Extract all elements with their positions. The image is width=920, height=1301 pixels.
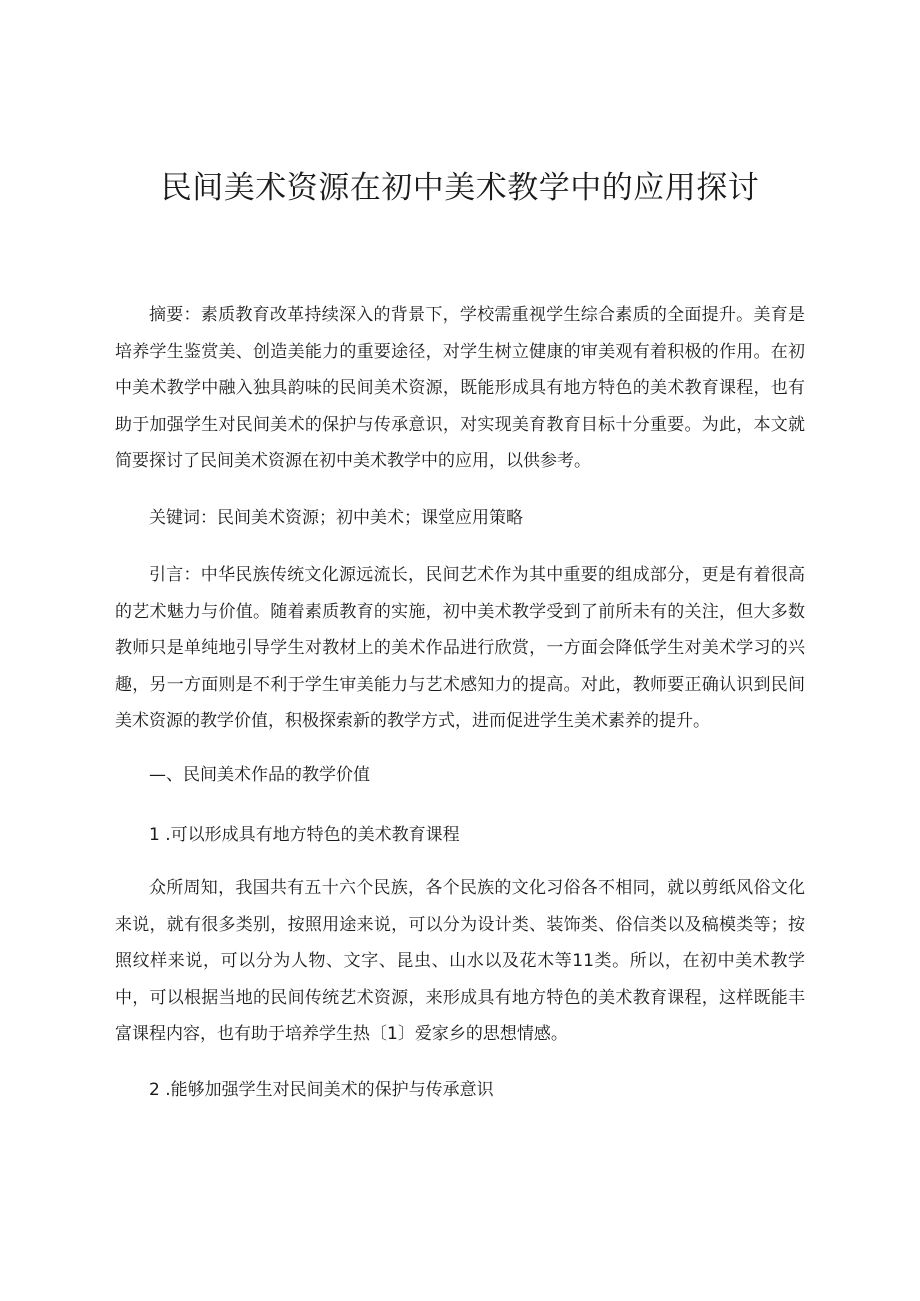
subsection-1-paragraph: 众所周知，我国共有五十六个民族，各个民族的文化习俗各不相同，就以剪纸风俗文化来说，就有很多类别，按照用途来说，可以分为设计类、装饰类、俗信类以及稿模类等；按照纹样来说，可以分为人物、文字、昆虫、山水以及花木等11类。所以，在初中美术教学中，可以根据当地的民间传统艺术资源，来形成具有地方特色的美术教育课程，这样既能丰富课程内容，也有助于培养学生热〔1〕爱家乡的思想情感。	[115, 878, 805, 1044]
subsection-heading-2: 2 .能够加强学生对民间美术的保护与传承意识	[149, 1080, 494, 1100]
keywords-line: 关键词：民间美术资源；初中美术；课堂应用策略	[149, 508, 523, 528]
abstract-paragraph: 摘要：素质教育改革持续深入的背景下，学校需重视学生综合素质的全面提升。美育是培养学生鉴赏美、创造美能力的重要途径，对学生树立健康的审美观有着积极的作用。在初中美术教学中融入独具韵味的民间美术资源，既能形成具有地方特色的美术教育课程，也有助于加强学生对民间美术的保护与传承意识，对实现美育教育目标十分重要。为此，本文就简要探讨了民间美术资源在初中美术教学中的应用，以供参考。	[115, 305, 805, 471]
introduction-paragraph: 引言：中华民族传统文化源远流长，民间艺术作为其中重要的组成部分，更是有着很高的艺术魅力与价值。随着素质教育的实施，初中美术教学受到了前所未有的关注，但大多数教师只是单纯地引导学生对教材上的美术作品进行欣赏，一方面会降低学生对美术学习的兴趣，另一方面则是不利于学生审美能力与艺术感知力的提高。对此，教师要正确认识到民间美术资源的教学价值，积极探索新的教学方式，进而促进学生美术素养的提升。	[115, 565, 805, 731]
subsection-heading-1: 1 .可以形成具有地方特色的美术教育课程	[149, 825, 460, 845]
document-title: 民间美术资源在初中美术教学中的应用探讨	[160, 170, 760, 206]
section-heading-1: —、民间美术作品的教学价值	[149, 765, 370, 785]
